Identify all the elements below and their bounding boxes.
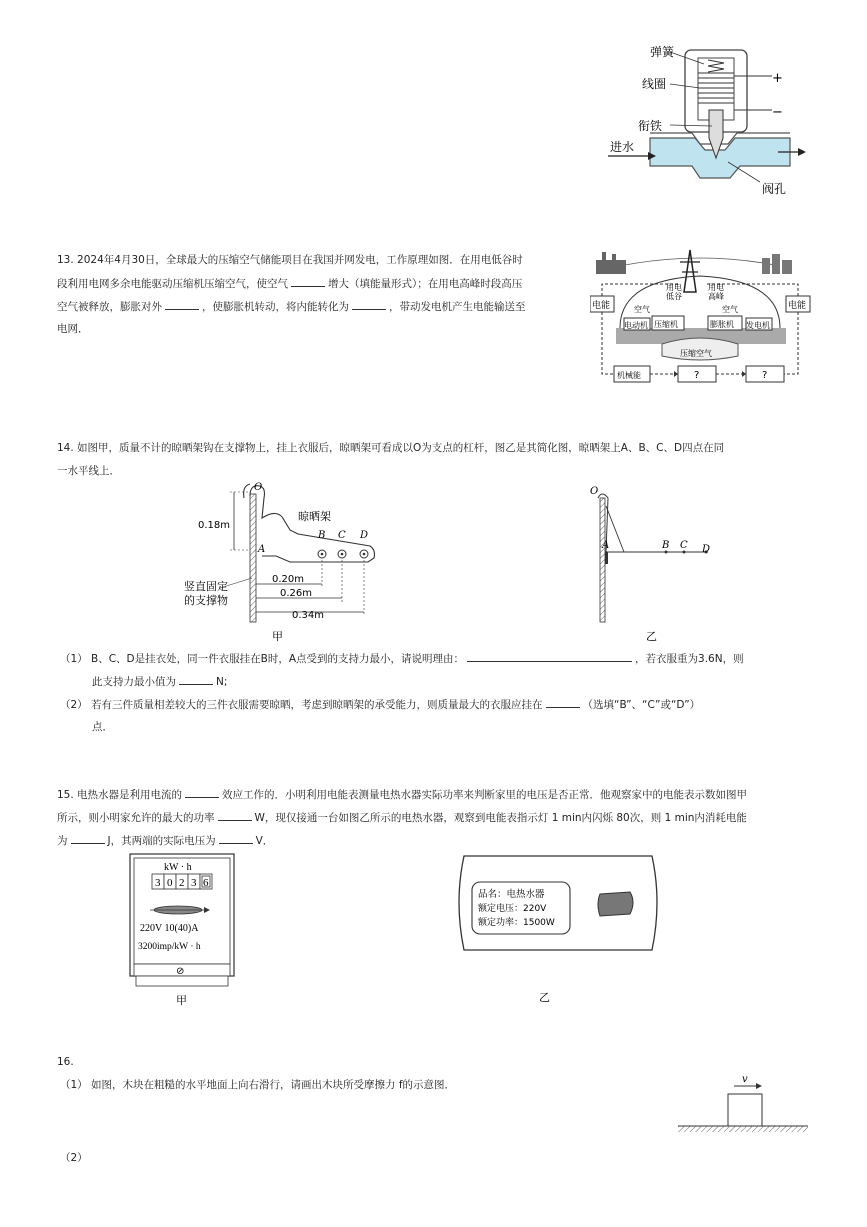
meter-symbol: ⊘ xyxy=(176,966,185,977)
label-water-in: 进水 xyxy=(610,140,635,154)
q16-sub2: （2） xyxy=(60,1152,88,1164)
label-distance-b: 0.20m xyxy=(272,574,305,585)
heater-power: 额定功率：1500W xyxy=(478,918,555,928)
label-armature: 衔铁 xyxy=(638,119,663,133)
answer-blank[interactable] xyxy=(546,696,580,708)
label-coil: 线圈 xyxy=(642,77,667,91)
label-minus: − xyxy=(772,105,783,120)
label-air: 空气 xyxy=(634,305,650,314)
label-c: C xyxy=(680,540,688,551)
label-spring: 弹簧 xyxy=(650,45,675,59)
label-unknown: ? xyxy=(762,370,768,381)
label-plus: + xyxy=(772,71,783,86)
answer-blank[interactable] xyxy=(179,673,213,685)
solenoid-valve-figure xyxy=(600,38,815,198)
heater-voltage: 额定电压：220V xyxy=(478,904,547,914)
answer-blank[interactable] xyxy=(467,650,632,662)
meter-digit: 6 xyxy=(203,877,209,889)
meter-rating: 220V 10(40)A xyxy=(140,923,199,934)
label-motor: 电动机 xyxy=(624,321,648,330)
label-valley: 低谷 xyxy=(666,292,682,301)
label-valve-hole: 阀孔 xyxy=(762,182,787,196)
label-b: B xyxy=(662,540,670,551)
label-mechanical-energy: 机械能 xyxy=(617,371,641,380)
label-height: 0.18m xyxy=(198,520,231,531)
compressed-air-storage-figure xyxy=(590,244,812,386)
meter-unit: kW · h xyxy=(164,862,192,873)
label-valley: 用电 xyxy=(666,283,682,292)
label-support: 的支撑物 xyxy=(184,594,228,607)
q14-line-2: 一水平线上． xyxy=(57,465,120,477)
label-a: A xyxy=(602,540,610,551)
answer-blank[interactable] xyxy=(165,298,199,310)
meter-constant: 3200imp/kW · h xyxy=(138,942,201,952)
label-c: C xyxy=(338,530,346,541)
label-o: O xyxy=(254,482,263,493)
q13-line-1: 13. 2024年4月30日，全球最大的压缩空气储能项目在我国并网发电，工作原理如图．在用电低谷时 xyxy=(57,254,523,266)
label-rack: 晾晒架 xyxy=(298,510,331,523)
label-distance-c: 0.26m xyxy=(280,588,313,599)
label-electric-energy: 电能 xyxy=(592,301,611,311)
drying-rack-figure-b xyxy=(580,482,730,644)
q14-sub2-line-2: 点． xyxy=(92,721,113,733)
label-a: A xyxy=(258,544,266,555)
label-air: 空气 xyxy=(722,305,738,314)
label-compressed-air: 压缩空气 xyxy=(680,349,712,358)
label-compressor: 压缩机 xyxy=(654,320,678,329)
heater-name: 品名：电热水器 xyxy=(478,889,545,900)
meter-digit: 3 xyxy=(155,877,161,889)
label-generator: 发电机 xyxy=(746,321,770,330)
answer-blank[interactable] xyxy=(352,298,386,310)
q14-sub1-line-2: 此支持力最小值为 N; xyxy=(92,673,227,690)
label-b: B xyxy=(318,530,326,541)
label-unknown: ? xyxy=(694,370,700,381)
q14-sub2-line-1: （2） 若有三件质量相差较大的三件衣服需要晾晒，考虑到晾晒架的承受能力，则质量最大的衣服应挂在 （选填“B”、“C”或“D”） xyxy=(60,696,700,713)
answer-blank[interactable] xyxy=(219,832,253,844)
q15-line-2: 所示，则小明家允许的最大的功率 W，现仅接通一台如图乙所示的电热水器，观察到电能表指示灯 1 min内闪烁 80次，则 1 min内消耗电能 xyxy=(57,809,747,826)
answer-blank[interactable] xyxy=(185,786,219,798)
label-electric-energy: 电能 xyxy=(788,301,807,311)
electric-meter-figure xyxy=(126,852,238,1012)
q16-title: 16. xyxy=(57,1056,74,1068)
answer-blank[interactable] xyxy=(71,832,105,844)
q15-line-1: 15. 电热水器是利用电流的 效应工作的．小明利用电能表测量电热水器实际功率来判断家里的电压是否正常．他观察家中的电能表示数如图甲 xyxy=(57,786,747,803)
q14-sub1-line-1: （1） B、C、D是挂衣处，同一件衣服挂在B时，A点受到的支持力最小，请说明理由： ，若衣服重为3.6N，则 xyxy=(60,650,744,667)
label-o: O xyxy=(590,486,599,497)
meter-digit: 3 xyxy=(191,877,197,889)
figure-caption: 甲 xyxy=(272,630,283,643)
label-d: D xyxy=(360,530,369,541)
meter-digit: 0 xyxy=(167,877,173,889)
label-d: D xyxy=(702,544,711,555)
label-expander: 膨胀机 xyxy=(710,320,734,329)
answer-blank[interactable] xyxy=(291,275,325,287)
q14-line-1: 14. 如图甲，质量不计的晾晒架钩在支撑物上，挂上衣服后，晾晒架可看成以O为支点的杠杆，图乙是其简化图，晾晒架上A、B、C、D四点在同 xyxy=(57,442,725,454)
q13-line-2: 段利用电网多余电能驱动压缩机压缩空气，使空气 增大（填能量形式）；在用电高峰时段高压 xyxy=(57,275,522,292)
figure-caption: 乙 xyxy=(646,630,657,643)
figure-caption: 乙 xyxy=(539,991,550,1004)
label-distance-d: 0.34m xyxy=(292,610,325,621)
label-support: 竖直固定 xyxy=(184,580,228,593)
q16-sub1: （1） 如图，木块在粗糙的水平地面上向右滑行，请画出木块所受摩擦力 f的示意图． xyxy=(60,1079,456,1091)
q15-line-3: 为 J，其两端的实际电压为 V． xyxy=(57,832,273,849)
answer-blank[interactable] xyxy=(218,809,252,821)
wooden-block-figure[interactable] xyxy=(676,1072,812,1136)
q13-line-4: 电网． xyxy=(57,323,89,335)
label-peak: 用电 xyxy=(708,283,724,292)
q13-line-3: 空气被释放，膨胀对外 ，使膨胀机转动，将内能转化为 ，带动发电机产生电能输送至 xyxy=(57,298,526,315)
label-peak: 高峰 xyxy=(708,292,724,301)
drying-rack-figure-a xyxy=(180,478,400,644)
velocity-label: v xyxy=(742,1074,748,1085)
figure-caption: 甲 xyxy=(176,994,187,1007)
meter-digit: 2 xyxy=(179,877,185,889)
water-heater-figure xyxy=(450,852,666,1008)
